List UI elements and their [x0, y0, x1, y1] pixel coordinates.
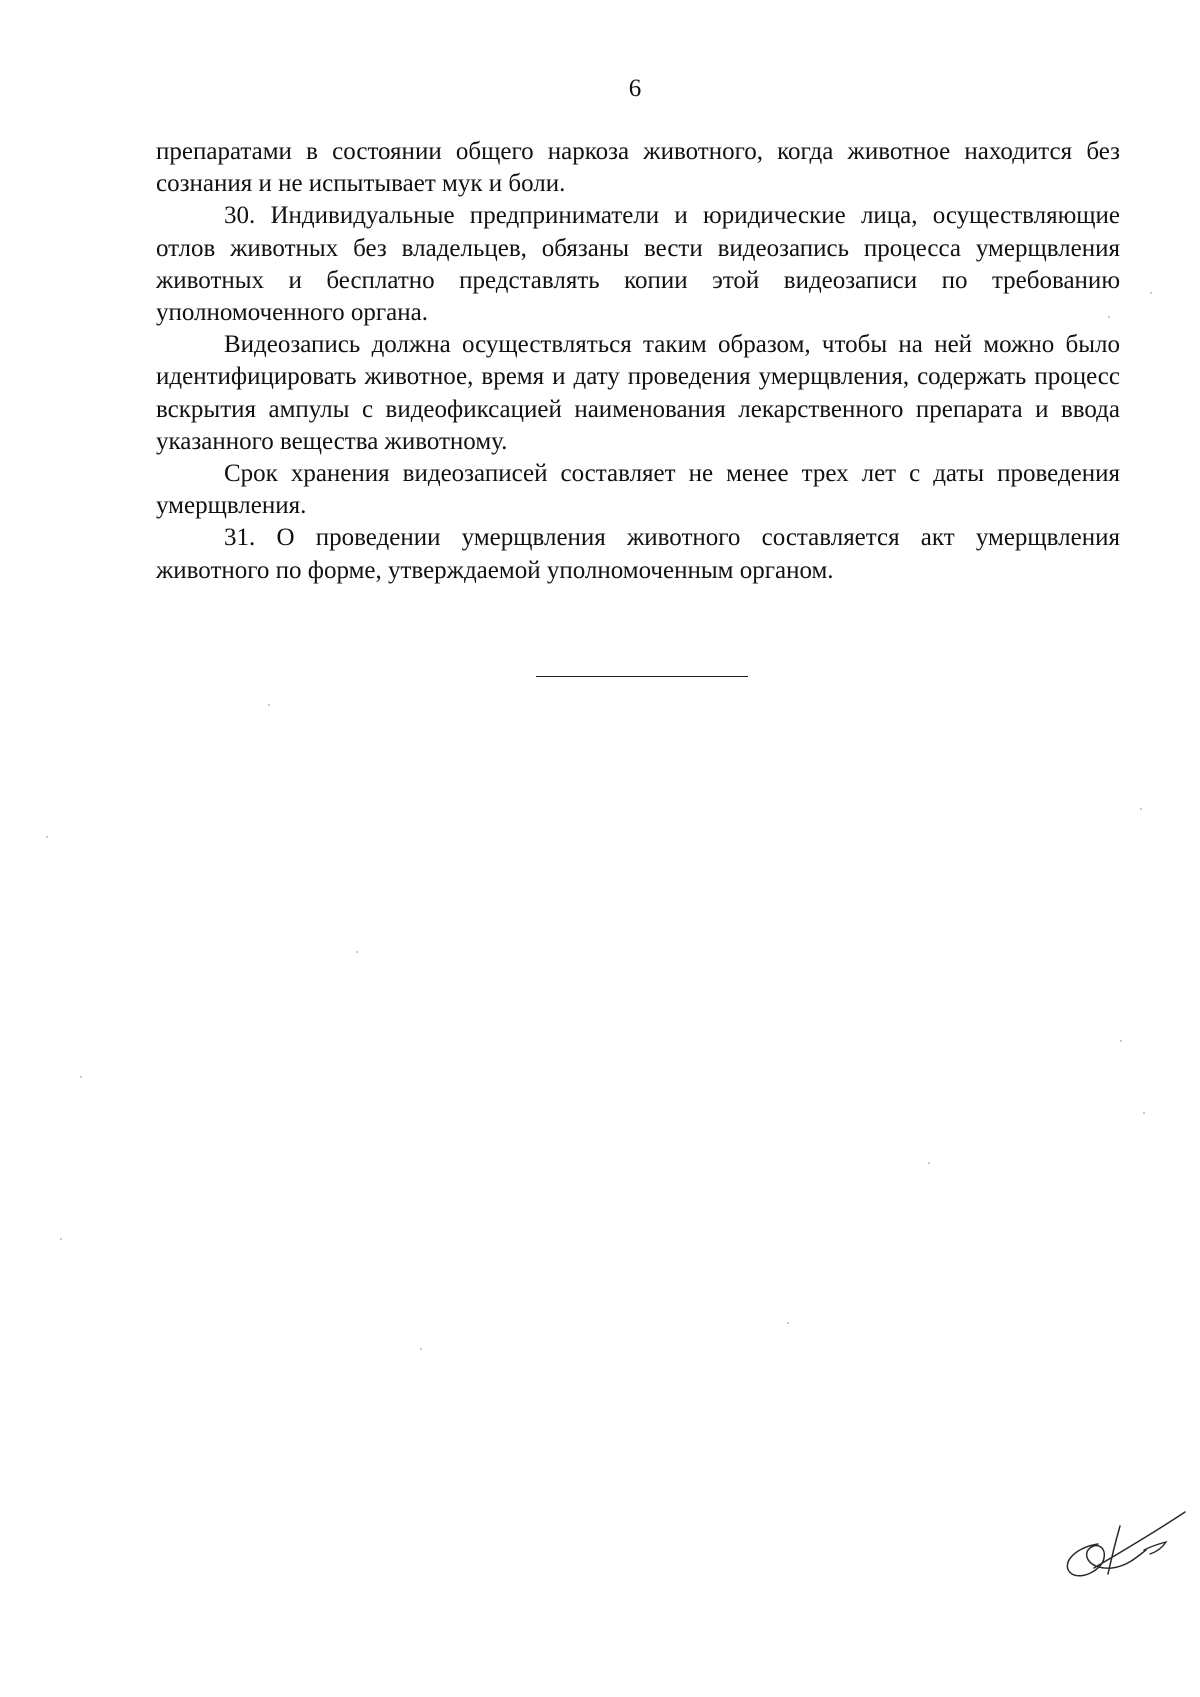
- scan-speck: [46, 836, 48, 838]
- paragraph-storage-period: Срок хранения видеозаписей составляет не менее трех лет с даты проведения умерщвления.: [156, 460, 1120, 520]
- paragraph-item-30: 30. Индивидуальные предприниматели и юридические лица, осуществляющие отлов животных без владельцев, обязаны вести видеозапись процесса умерщвления животных и бесплатно представлять копии этой видеозаписи по требованию уполномоченного органа.: [156, 202, 1120, 327]
- scan-speck: [80, 1076, 82, 1078]
- scan-speck: [1108, 316, 1110, 318]
- scan-speck: [1143, 1112, 1145, 1114]
- scan-speck: [787, 1322, 789, 1324]
- handwritten-signature: [1058, 1508, 1188, 1588]
- scan-speck: [1150, 292, 1152, 294]
- document-body: [156, 136, 1120, 587]
- paragraph-video-requirements: Видеозапись должна осуществляться таким образом, чтобы на ней можно было идентифицировать животное, время и дату проведения умерщвления, содержать процесс вскрытия ампулы с видеофиксацией наименования лекарственного препарата и ввода указанного вещества животному.: [156, 331, 1120, 455]
- paragraph-item-31: 31. О проведении умерщвления животного составляется акт умерщвления животного по форме, утверждаемой уполномоченным органом.: [156, 524, 1120, 584]
- scan-speck: [1120, 1040, 1122, 1042]
- paragraph-continuation: препаратами в состоянии общего наркоза животного, когда животное находится без сознания и не испытывает мук и боли.: [156, 138, 1120, 198]
- scan-speck: [268, 704, 270, 706]
- scan-speck: [60, 1238, 62, 1240]
- end-divider-line: [536, 676, 748, 677]
- scan-speck: [420, 1348, 422, 1350]
- scan-speck: [1140, 808, 1142, 810]
- scan-speck: [356, 951, 358, 953]
- scan-speck: [928, 1162, 930, 1164]
- page-number: 6: [628, 75, 642, 102]
